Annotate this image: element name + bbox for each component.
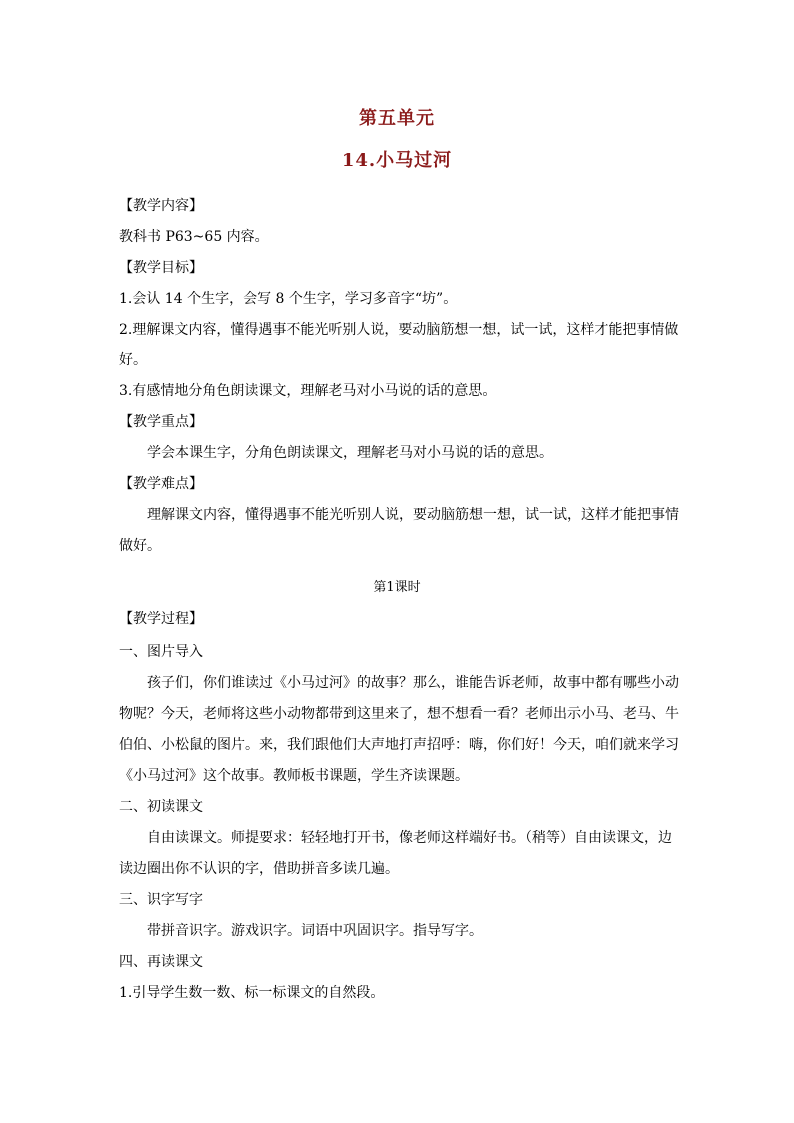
step2-heading: 二、初读课文 bbox=[119, 799, 203, 815]
process-heading: 【教学过程】 bbox=[119, 611, 203, 627]
key-heading: 【教学重点】 bbox=[119, 414, 203, 430]
step2-line2: 读边圈出你不认识的字，借助拼音多读几遍。 bbox=[119, 861, 399, 877]
step4-item1: 1.引导学生数一数、标一标课文的自然段。 bbox=[119, 985, 385, 1001]
goal-1: 1.会认 14 个生字，会写 8 个生字，学习多音字“坊”。 bbox=[119, 291, 458, 307]
unit-title: 第五单元 bbox=[359, 108, 435, 129]
step3-heading: 三、识字写字 bbox=[119, 892, 203, 908]
goal-2-line1: 2.理解课文内容，懂得遇事不能光听别人说，要动脑筋想一想，试一试，这样才能把事情做 bbox=[119, 322, 679, 338]
lesson-title: 14.小马过河 bbox=[341, 150, 453, 171]
step1-line3: 伯伯、小松鼠的图片。来，我们跟他们大声地打声招呼：嗨，你们好！今天，咱们就来学习 bbox=[119, 737, 679, 753]
difficult-line2: 做好。 bbox=[119, 538, 161, 554]
step1-line4: 《小马过河》这个故事。教师板书课题，学生齐读课题。 bbox=[119, 768, 469, 784]
step1-line1: 孩子们，你们谁读过《小马过河》的故事？那么，谁能告诉老师，故事中都有哪些小动 bbox=[147, 675, 679, 691]
period-label: 第1课时 bbox=[373, 580, 421, 595]
goal-2-line2: 好。 bbox=[119, 352, 147, 368]
step1-line2: 物呢？今天，老师将这些小动物都带到这里来了，想不想看一看？老师出示小马、老马、牛 bbox=[119, 706, 679, 722]
step4-heading: 四、再读课文 bbox=[119, 954, 203, 970]
content-text: 教科书 P63~65 内容。 bbox=[119, 229, 269, 245]
key-text: 学会本课生字，分角色朗读课文，理解老马对小马说的话的意思。 bbox=[147, 445, 553, 461]
step1-heading: 一、图片导入 bbox=[119, 644, 203, 660]
step2-line1: 自由读课文。师提要求：轻轻地打开书，像老师这样端好书。（稍等）自由读课文，边 bbox=[147, 830, 672, 846]
difficult-heading: 【教学难点】 bbox=[119, 476, 203, 492]
difficult-line1: 理解课文内容，懂得遇事不能光听别人说，要动脑筋想一想，试一试，这样才能把事情 bbox=[147, 507, 679, 523]
content-heading: 【教学内容】 bbox=[119, 198, 203, 214]
step3-text: 带拼音识字。游戏识字。词语中巩固识字。指导写字。 bbox=[147, 923, 483, 939]
goal-3: 3.有感情地分角色朗读课文，理解老马对小马说的话的意思。 bbox=[119, 383, 497, 399]
goals-heading: 【教学目标】 bbox=[119, 260, 203, 276]
